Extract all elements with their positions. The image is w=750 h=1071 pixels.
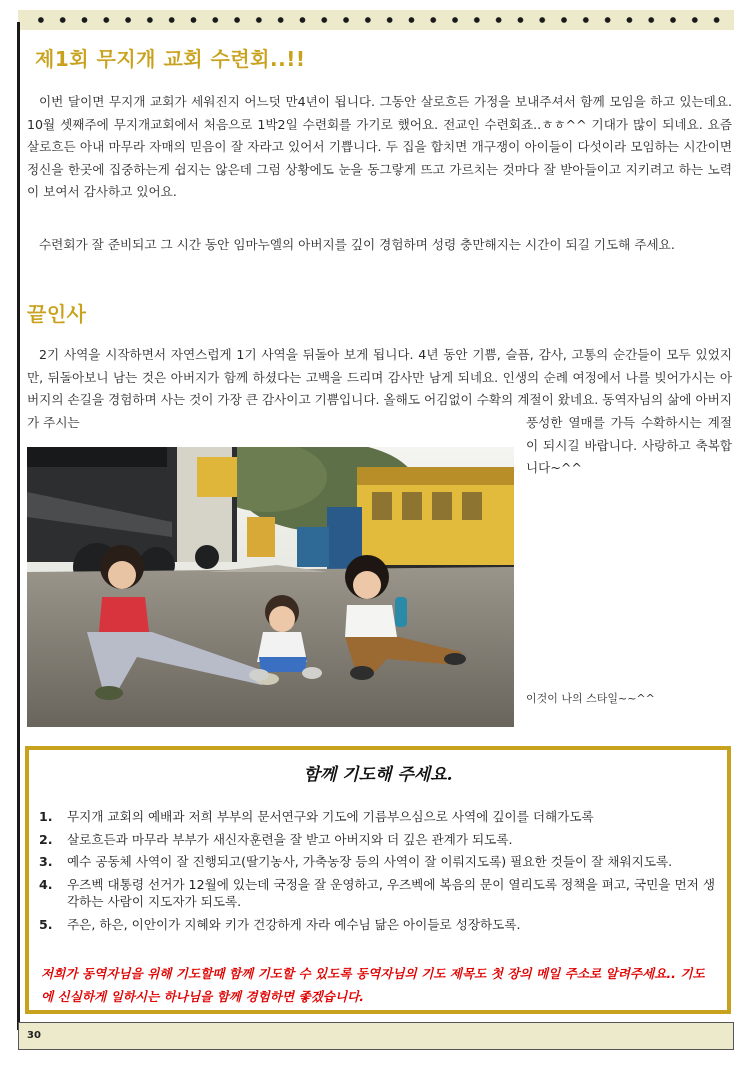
prayer-item-text: 예수 공동체 사역이 잘 진행되고(딸기농사, 가축농장 등의 사역이 잘 이뤄지도록) 필요한 것들이 잘 채워지도록. [67,854,673,870]
prayer-item-number: 5. [39,916,53,932]
prayer-item [39,916,715,934]
prayer-list [39,808,715,939]
prayer-box-title: 함께 기도해 주세요. [303,765,453,785]
photo-caption: 이것이 나의 스타일~~^^ [526,692,655,705]
prayer-item-number: 3. [39,854,53,870]
left-margin-rule [17,22,20,1030]
closing-paragraph-continued: 풍성한 열매를 가득 수확하시는 계절이 되시길 바랍니다. 사랑하고 축복합니다~^^ [526,415,732,476]
prayer-item-text: 우즈벡 대통령 선거가 12월에 있는데 국정을 잘 운영하고, 우즈벡에 복음의 문이 열리도록 정책을 펴고, 국민을 먼저 생각하는 사람이 지도자가 되도록. [67,876,715,910]
section-title-retreat: 제1회 무지개 교회 수련회..!! [35,47,306,71]
prayer-item-number: 2. [39,831,53,847]
prayer-item [39,876,715,911]
prayer-item-number: 4. [39,876,53,892]
footer-band [18,1022,734,1050]
section-title-closing: 끝인사 [27,302,87,326]
prayer-item [39,808,715,826]
prayer-item-text: 주은, 하은, 이안이가 지혜와 키가 건강하게 자라 예수님 닮은 아이들로 성장하도록. [67,916,521,932]
retreat-paragraph-2: 수련회가 잘 준비되고 그 시간 동안 임마누엘의 아버지를 깊이 경험하며 성령 충만해지는 시간이 되길 기도해 주세요. [39,237,675,252]
prayer-item-text: 무지개 교회의 예배과 저희 부부의 문서연구와 기도에 기름부으심으로 사역에 깊이를 더해가도록 [67,809,594,824]
prayer-item-number: 1. [39,809,53,824]
closing-paragraph: 2기 사역을 시작하면서 자연스럽게 1기 사역을 뒤돌아 보게 됩니다. 4년 동안 기쁨, 슬픔, 감사, 고통의 순간들이 모두 있었지만, 뒤돌아보니 남는 것은 아버지가 함께 하셨다는 고백을 드리며 감사만 남게 되네요. 인생의 순례 여정에서 나를 빚어가시는 아버지의 손길을 경험하며 사는 것이 가장 큰 감사이고 기쁨입니다. 올해도 어김없이 수확의 계절이 왔네요. 동역자님의 삶에 아버지가 주시는 [27,347,732,430]
prayer-item [39,853,715,871]
prayer-request-note: 저희가 동역자님을 위해 기도할때 함께 기도할 수 있도록 동역자님의 기도 제목도 첫 장의 메일 주소로 알려주세요.. 기도에 신실하게 일하시는 하나님을 함께 경험하면 좋겠습니다. [41,966,705,1004]
top-decorative-band [18,10,734,30]
prayer-item [39,831,715,849]
prayer-request-box [25,746,731,1014]
prayer-item-text: 살로흐든과 마무라 부부가 새신자훈련을 잘 받고 아버지와 더 깊은 관계가 되도록. [67,831,513,847]
page-number: 30 [27,1030,41,1041]
children-photo [27,447,514,727]
dotted-border [30,16,726,24]
retreat-paragraph-1: 이번 달이면 무지개 교회가 세워진지 어느덧 만4년이 됩니다. 그동안 살로흐든 가정을 보내주셔서 함께 모임을 하고 있는데요. 10월 셋째주에 무지개교회에서 처음으로 1박2일 수련회를 가기로 했어요. 전교인 수련회죠..ㅎㅎ^^ 기대가 많이 되네요. 요즘 살로흐든 아내 마무라 자매의 믿음이 잘 자라고 있어서 기쁩니다. 두 집을 합치면 개구쟁이 아이들이 다섯이라 모임하는 시간이면 정신을 한곳에 집중하는게 쉽지는 않은데 그럼 상황에도 눈을 동그랗게 뜨고 가르치는 것마다 잘 받아들이고 지키려고 하는 노력이 보여서 감사하고 있어요. [27,94,732,200]
